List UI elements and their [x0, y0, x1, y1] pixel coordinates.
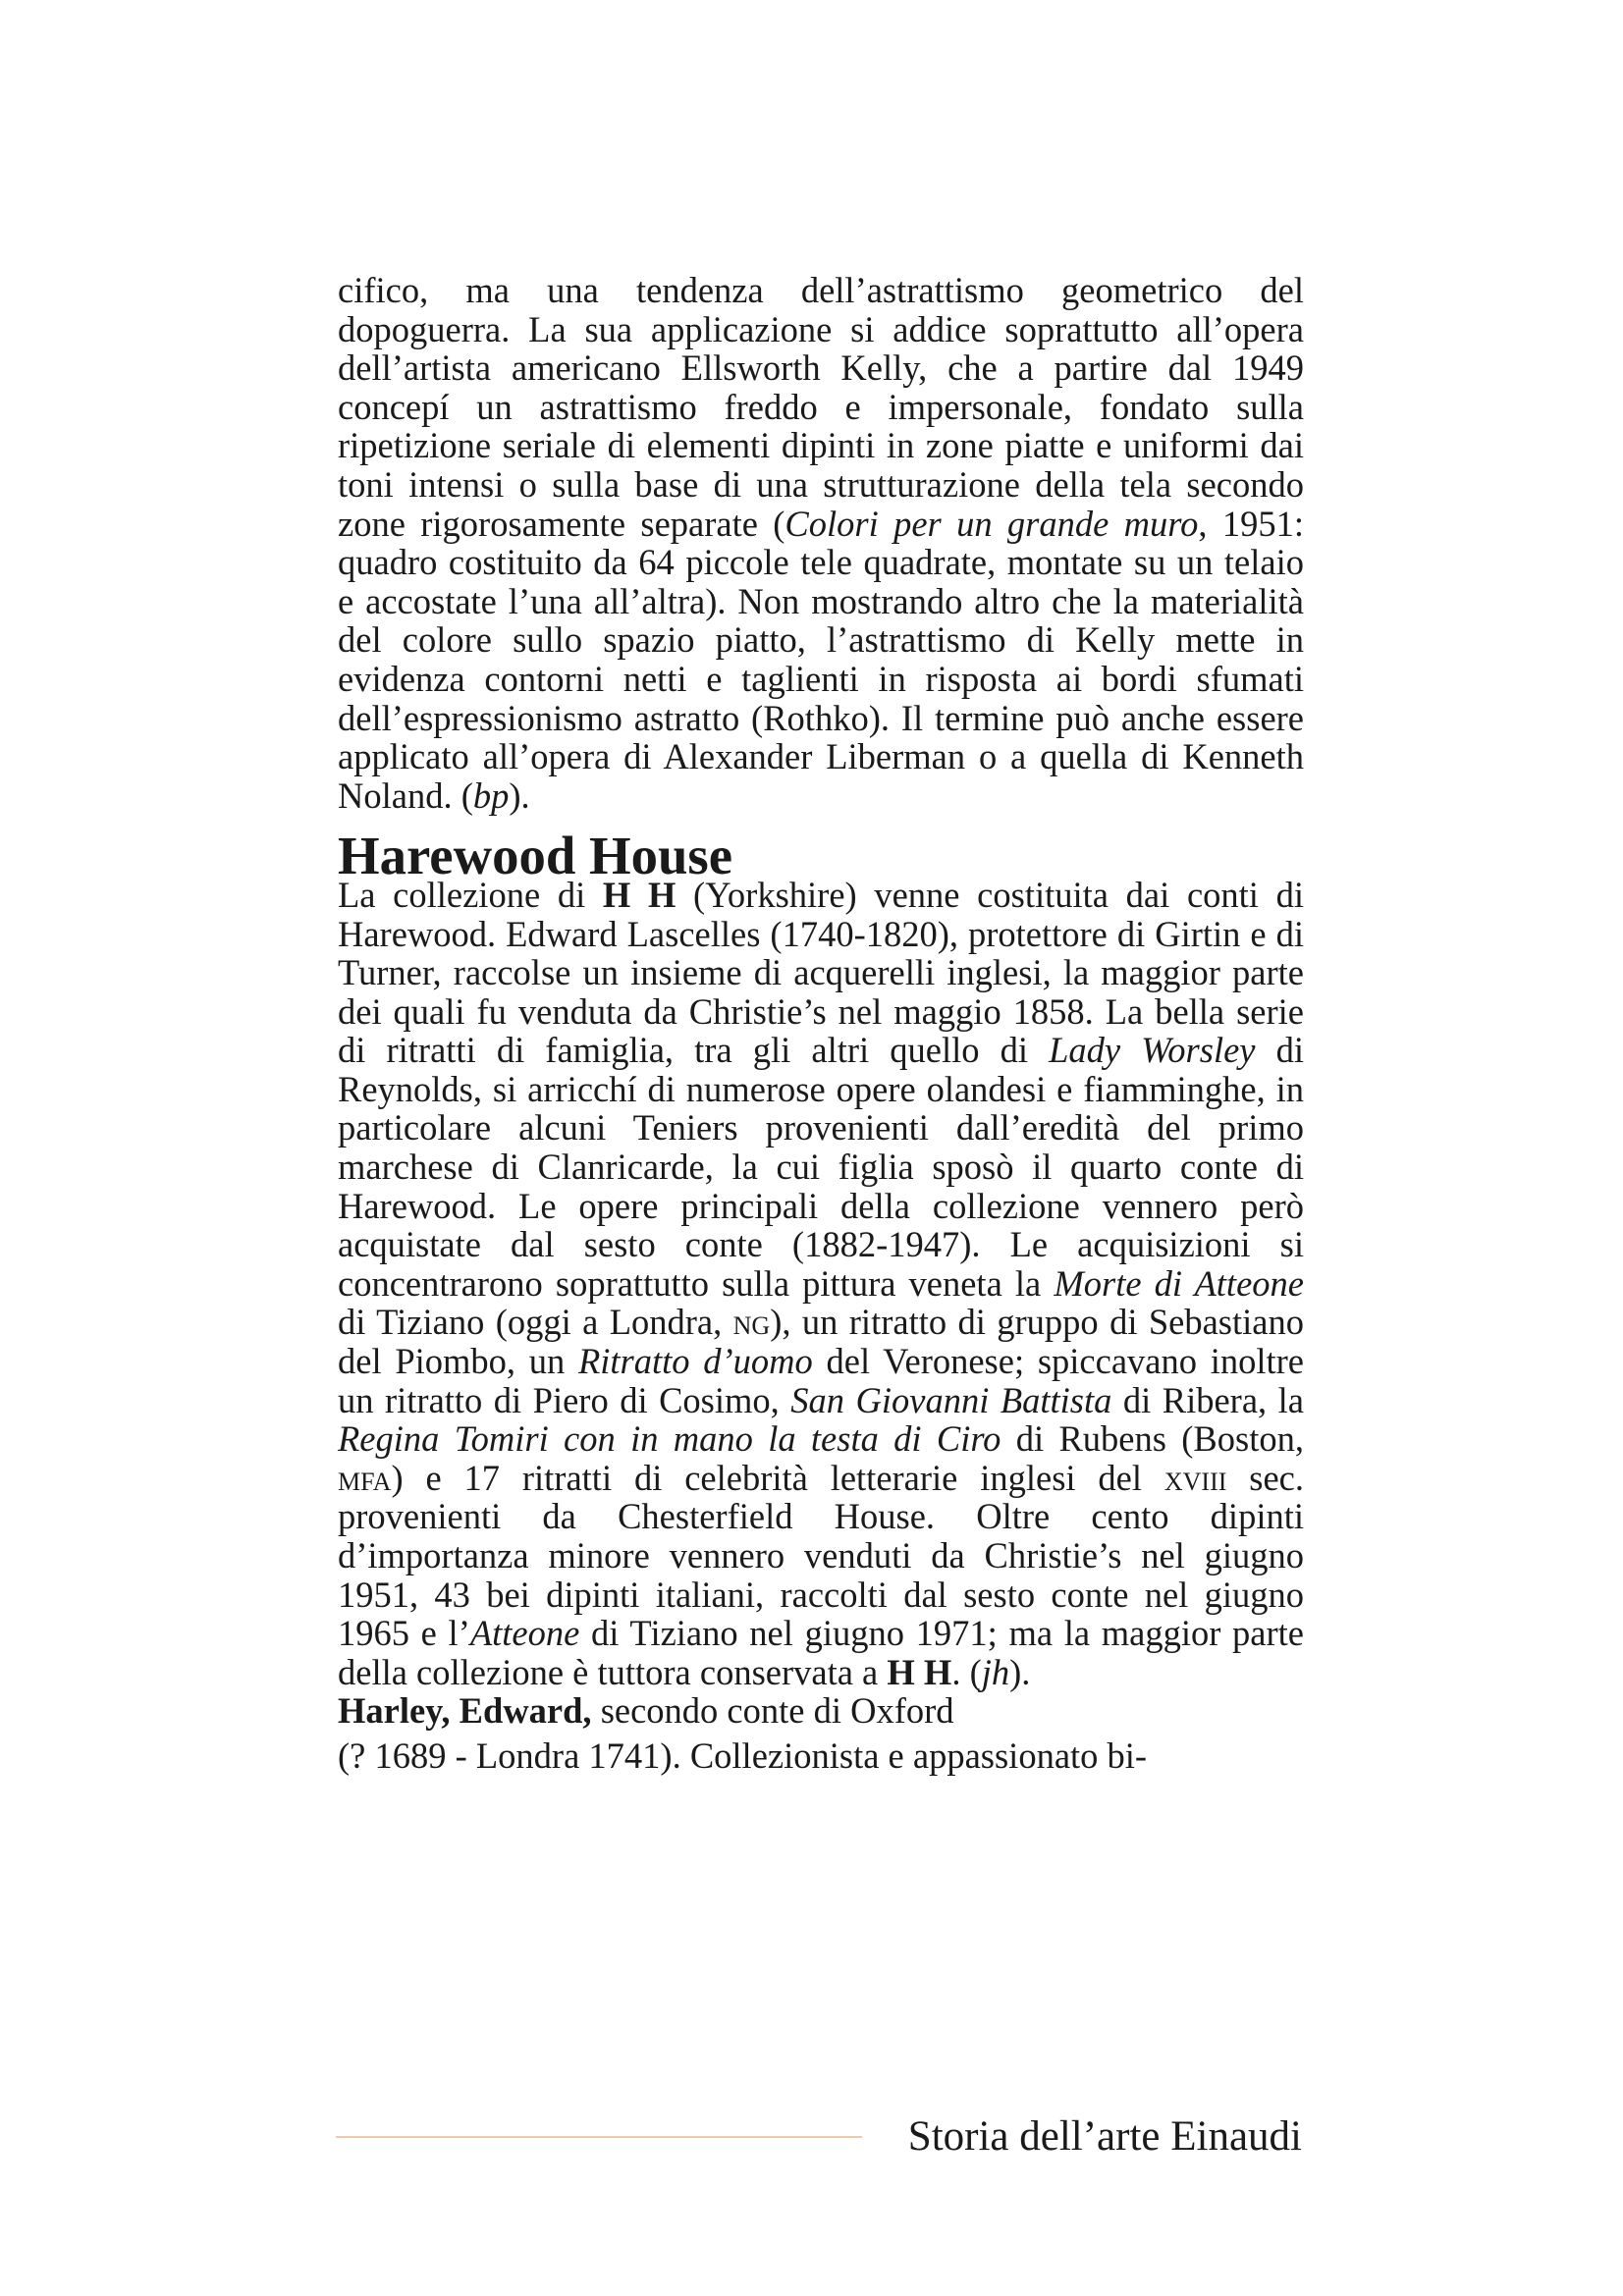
text-span: di Reynolds, si arricchí di numerose opere olandesi e fiamminghe, in particolare alcuni Teniers provenienti dall’eredità del primo marchese di Clanricarde, la cui figlia sposò il quarto conte di Harewood. Le opere principali della collezione vennero però acquistate dal sesto conte (1882-1947). Le acquisizioni si concentrarono soprattutto sulla pittura veneta la — [338, 1030, 1304, 1304]
text-span: di Rubens (Boston, — [1001, 1418, 1304, 1460]
text-span: sec. provenienti da Chesterfield House. Oltre cento dipinti d’importanza minore vennero venduti da Christie’s nel giugno 1951, 43 bei dipinti italiani, raccolti dal sesto conte nel giugno 1965 e l’ — [338, 1457, 1304, 1654]
text-span: ). — [509, 774, 530, 816]
entry-heading-subtitle: secondo conte di Oxford — [591, 1690, 954, 1732]
footer-divider — [336, 2136, 862, 2138]
text-span: ), un ritratto di gruppo di Sebastiano del Piombo, un — [338, 1302, 1304, 1382]
artwork-title: Regina Tomiri con in mano la testa di Ciro — [338, 1418, 1001, 1460]
body-text — [338, 271, 1304, 1776]
harewood-paragraph — [338, 876, 1304, 1691]
abbreviation-bold: H H — [887, 1651, 952, 1692]
museum-abbreviation: ng — [732, 1302, 771, 1343]
museum-abbreviation: mfa — [338, 1457, 392, 1498]
text-span: La collezione di — [338, 874, 603, 915]
continuation-paragraph — [338, 271, 1304, 815]
harley-paragraph: (? 1689 - Londra 1741). Collezionista e appassionato bi- — [338, 1735, 1148, 1776]
artwork-title: San Giovanni Battista — [790, 1379, 1112, 1420]
entry-heading-name: Harley, Edward, — [338, 1690, 592, 1732]
text-span: , 1951: quadro costituito da 64 piccole tele quadrate, montate su un telaio e accostate l’una all’altra). Non mostrando altro che la materialità del colore sullo spazio piatto, l’astrattismo di Kelly mette in evidenza contorni netti e taglienti in risposta ai bordi sfumati dell’espressionismo astratto (Rothko). Il termine può anche essere applicato all’opera di Alexander Liberman o a quella di Kenneth Noland. ( — [338, 503, 1304, 816]
author-initials: bp — [472, 774, 510, 816]
abbreviation-bold: H H — [602, 874, 676, 915]
text-span: del Veronese; spiccavano inoltre un ritratto di Piero di Cosimo, — [338, 1341, 1304, 1420]
text-span: di Ribera, la — [1111, 1379, 1304, 1420]
artwork-title: Colori per un grande muro — [784, 503, 1199, 544]
text-span: (Yorkshire) venne costituita dai conti di Harewood. Edward Lascelles (1740-1820), protettore di Girtin e di Turner, raccolse un insieme di acquerelli inglesi, la maggior parte dei quali fu venduta da Christie’s nel maggio 1858. La bella serie di ritratti di famiglia, tra gli altri quello di — [338, 874, 1304, 1071]
text-span: di Tiziano (oggi a Londra, — [338, 1302, 733, 1343]
text-span: ) e 17 ritratti di celebrità letterarie inglesi del — [391, 1457, 1164, 1498]
author-initials: jh — [981, 1651, 1010, 1692]
text-span: cifico, ma una tendenza dell’astrattismo geometrico del dopoguerra. La sua applicazione si addice soprattutto all’opera dell’artista americano Ellsworth Kelly, che a partire dal 1949 concepí un astrattismo freddo e impersonale, fondato sulla ripetizione seriale di elementi dipinti in zone piatte e uniformi dai toni intensi o sulla base di una strutturazione della tela secondo zone rigorosamente separate ( — [338, 270, 1304, 544]
entry-heading-harley-edward — [338, 1691, 1304, 1731]
artwork-title: Lady Worsley — [1049, 1030, 1256, 1071]
century-numeral: xviii — [1163, 1457, 1227, 1498]
text-span: . ( — [951, 1651, 982, 1692]
artwork-title: Morte di Atteone — [1054, 1262, 1304, 1304]
artwork-title: Ritratto d’uomo — [577, 1341, 813, 1382]
text-span: di Tiziano nel giugno 1971; ma la maggior parte della collezione è tuttora conservata a — [338, 1613, 1304, 1692]
text-span: ). — [1009, 1651, 1031, 1692]
entry-heading-harewood-house: Harewood House — [338, 826, 733, 886]
artwork-title: Atteone — [469, 1613, 580, 1654]
footer-publisher-title: Storia dell’arte Einaudi — [907, 2113, 1302, 2160]
